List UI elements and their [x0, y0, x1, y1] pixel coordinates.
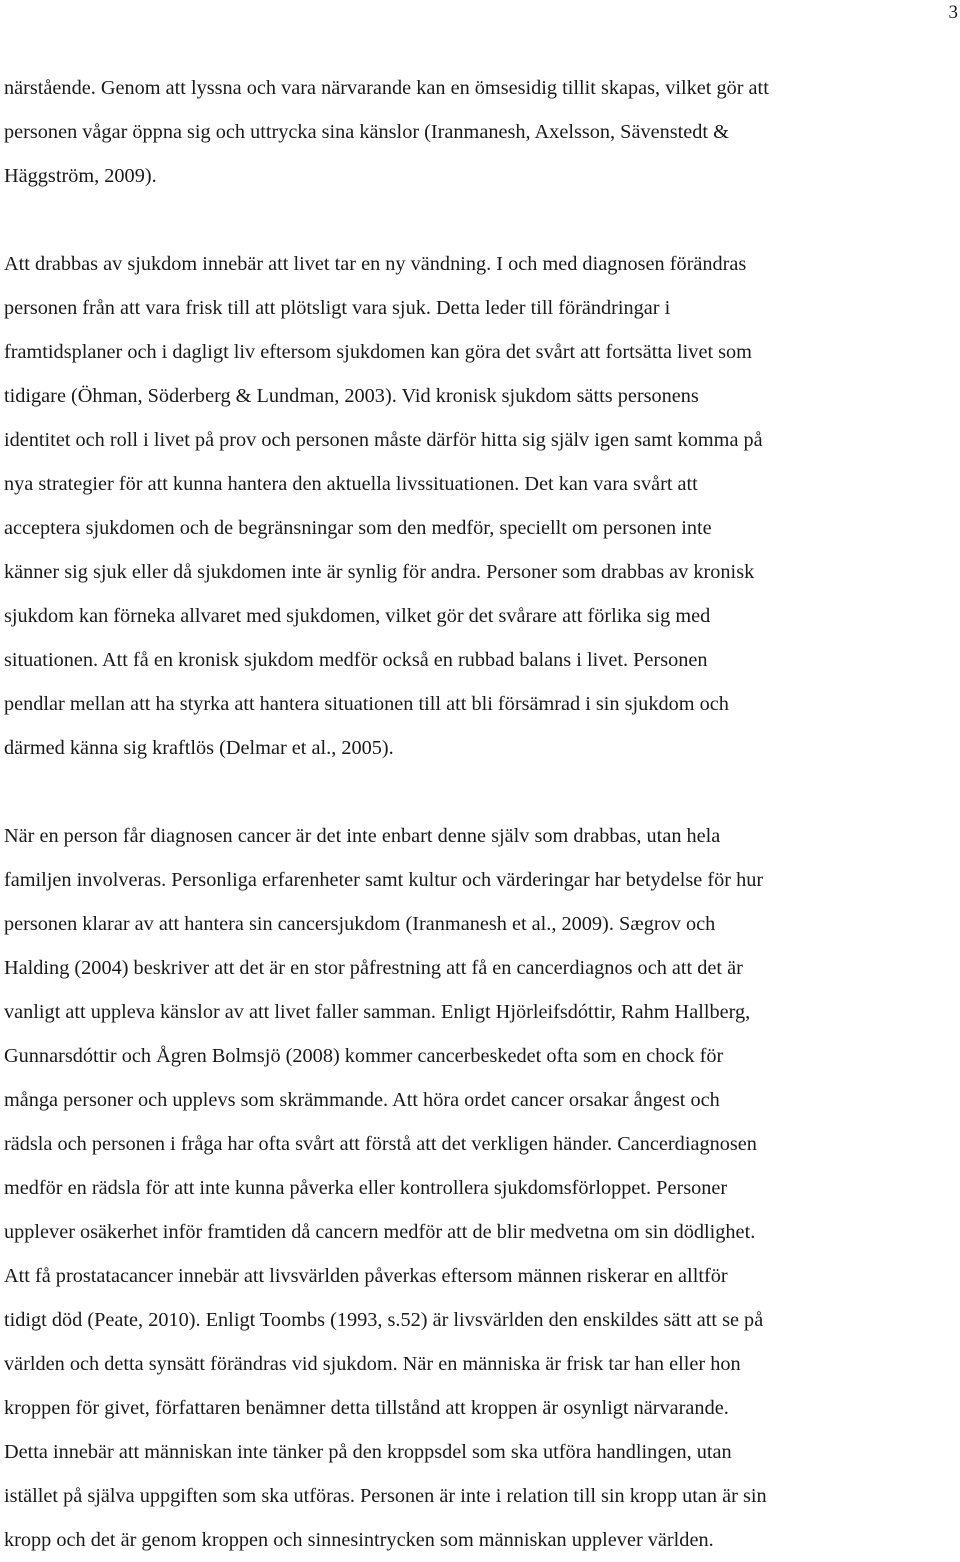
text-line: medför en rädsla för att inte kunna påverka eller kontrollera sjukdomsförloppet. Personer	[4, 1177, 728, 1199]
text-line: Halding (2004) beskriver att det är en stor påfrestning att få en cancerdiagnos och att det är	[4, 957, 743, 979]
text-line: acceptera sjukdomen och de begränsningar som den medför, speciellt om personen inte	[4, 517, 712, 539]
paragraph-1	[4, 66, 956, 198]
text-line: personen från att vara frisk till att plötsligt vara sjuk. Detta leder till förändringar i	[4, 297, 671, 319]
text-line: identitet och roll i livet på prov och personen måste därför hitta sig själv igen samt komma på	[4, 429, 763, 451]
text-line: sjukdom kan förneka allvaret med sjukdomen, vilket gör det svårare att förlika sig med	[4, 605, 711, 627]
text-line: kropp och det är genom kroppen och sinnesintrycken som människan upplever världen.	[4, 1529, 714, 1551]
paragraph-2	[4, 242, 956, 770]
page-number: 3	[948, 2, 958, 23]
text-line: Detta innebär att människan inte tänker på den kroppsdel som ska utföra handlingen, utan	[4, 1441, 732, 1463]
text-line: rädsla och personen i fråga har ofta svårt att förstå att det verkligen händer. Cancerdiagnosen	[4, 1133, 757, 1155]
text-line: kroppen för givet, författaren benämner detta tillstånd att kroppen är osynligt närvarande.	[4, 1397, 729, 1419]
text-line: nya strategier för att kunna hantera den aktuella livssituationen. Det kan vara svårt att	[4, 473, 698, 495]
paragraph-3	[4, 814, 956, 1562]
text-line: situationen. Att få en kronisk sjukdom medför också en rubbad balans i livet. Personen	[4, 649, 708, 671]
text-line: personen klarar av att hantera sin cancersjukdom (Iranmanesh et al., 2009). Sægrov och	[4, 913, 716, 935]
text-line: familjen involveras. Personliga erfarenheter samt kultur och värderingar har betydelse för hur	[4, 869, 764, 891]
text-line: upplever osäkerhet inför framtiden då cancern medför att de blir medvetna om sin dödlighet.	[4, 1221, 756, 1243]
text-line: När en person får diagnosen cancer är det inte enbart denne själv som drabbas, utan hela	[4, 825, 721, 847]
document-body	[4, 66, 956, 1562]
text-line: därmed känna sig kraftlös (Delmar et al., 2005).	[4, 737, 394, 759]
text-line: personen vågar öppna sig och uttrycka sina känslor (Iranmanesh, Axelsson, Sävenstedt &	[4, 121, 729, 143]
text-line: närstående. Genom att lyssna och vara närvarande kan en ömsesidig tillit skapas, vilket gör att	[4, 77, 769, 99]
text-line: Att drabbas av sjukdom innebär att livet tar en ny vändning. I och med diagnosen förändras	[4, 253, 747, 275]
text-line: istället på själva uppgiften som ska utföras. Personen är inte i relation till sin kropp utan är sin	[4, 1485, 767, 1507]
text-line: många personer och upplevs som skrämmande. Att höra ordet cancer orsakar ångest och	[4, 1089, 720, 1111]
text-line: världen och detta synsätt förändras vid sjukdom. När en människa är frisk tar han eller hon	[4, 1353, 741, 1375]
paragraph-gap	[4, 770, 956, 814]
text-line: Att få prostatacancer innebär att livsvärlden påverkas eftersom männen riskerar en alltför	[4, 1265, 728, 1287]
text-line: Gunnarsdóttir och Ågren Bolmsjö (2008) kommer cancerbeskedet ofta som en chock för	[4, 1045, 724, 1067]
text-line: tidigare (Öhman, Söderberg & Lundman, 2003). Vid kronisk sjukdom sätts personens	[4, 385, 699, 407]
text-line: framtidsplaner och i dagligt liv eftersom sjukdomen kan göra det svårt att fortsätta livet som	[4, 341, 752, 363]
paragraph-gap	[4, 198, 956, 242]
text-line: tidigt död (Peate, 2010). Enligt Toombs (1993, s.52) är livsvärlden den enskildes sätt att se på	[4, 1309, 764, 1331]
text-line: känner sig sjuk eller då sjukdomen inte är synlig för andra. Personer som drabbas av kronisk	[4, 561, 755, 583]
text-line: vanligt att uppleva känslor av att livet faller samman. Enligt Hjörleifsdóttir, Rahm Hallberg,	[4, 1001, 751, 1023]
text-line: Häggström, 2009).	[4, 165, 157, 187]
text-line: pendlar mellan att ha styrka att hantera situationen till att bli försämrad i sin sjukdom och	[4, 693, 729, 715]
